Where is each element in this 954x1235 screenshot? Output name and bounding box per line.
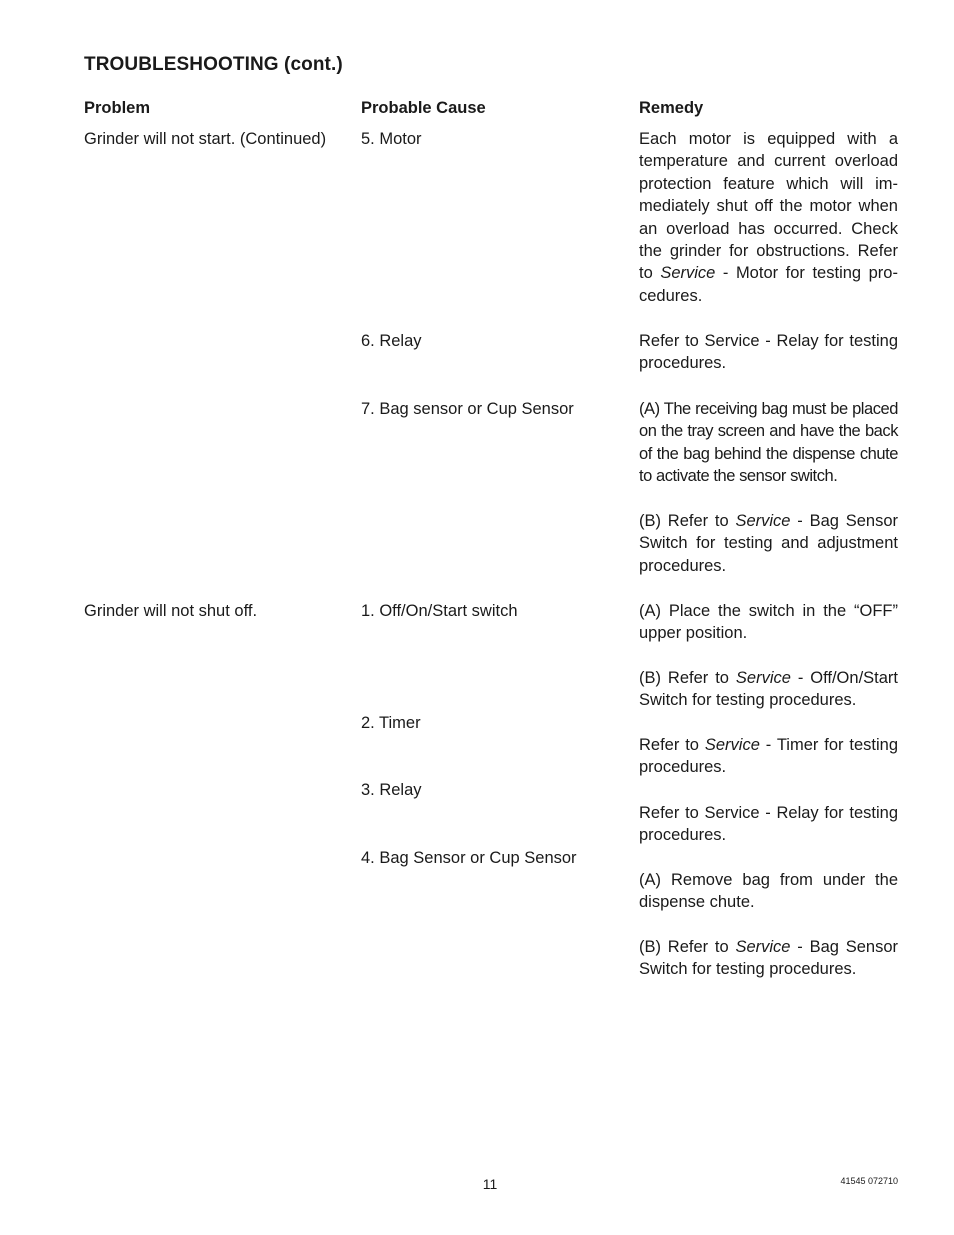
problem-not-shut-off: Grinder will not shut off. (84, 602, 258, 620)
cause-switch: 1. Off/On/Start switch (361, 602, 518, 620)
cause-motor: 5. Motor (361, 130, 422, 148)
page-number: 11 (482, 1176, 498, 1192)
document-code: 41545 072710 (840, 1176, 898, 1186)
remedy-relay: Refer to Service - Relay for testing procedures. (639, 332, 898, 373)
problem-header: Problem (84, 99, 151, 117)
remedy-bag-sensor-2a: (A) Remove bag from under the dispense chute. (639, 871, 898, 912)
page-title: TROUBLESHOOTING (cont.) (84, 54, 343, 75)
remedy-relay-2: Refer to Service - Relay for testing procedures. (639, 804, 898, 845)
remedy-bag-sensor-b: (B) Refer to Service - Bag Sensor Switch for testing and adjustment procedures. (639, 512, 898, 575)
cause-bag-sensor: 7. Bag sensor or Cup Sensor (361, 400, 574, 418)
remedy-bag-sensor-2b: (B) Refer to Service - Bag Sensor Switch for testing procedures. (639, 938, 898, 979)
cause-relay: 6. Relay (361, 332, 422, 350)
remedy-switch-a: (A) Place the switch in the “OFF” upper position. (639, 602, 898, 643)
problem-not-start: Grinder will not start. (Continued) (84, 130, 327, 148)
cause-relay-2: 3. Relay (361, 781, 422, 799)
cause-bag-sensor-2: 4. Bag Sensor or Cup Sensor (361, 849, 577, 867)
remedy-motor: Each motor is equipped with a temperature and current overload protection feature which will im- mediately shut off the motor when an overload has occurred. Check the grinder for obstructions. Refer to Service - Motor for testing pro- cedures. (639, 130, 898, 305)
remedy-bag-sensor-a: (A) The receiving bag must be placed on the tray screen and have the back of the bag behind the dispense chute to activate the sensor switch. (639, 400, 898, 486)
remedy-header: Remedy (639, 99, 704, 117)
cause-timer: 2. Timer (361, 714, 421, 732)
cause-header: Probable Cause (361, 99, 486, 117)
remedy-switch-b: (B) Refer to Service - Off/On/Start Switch for testing procedures. (639, 669, 898, 710)
remedy-timer: Refer to Service - Timer for testing procedures. (639, 736, 898, 777)
